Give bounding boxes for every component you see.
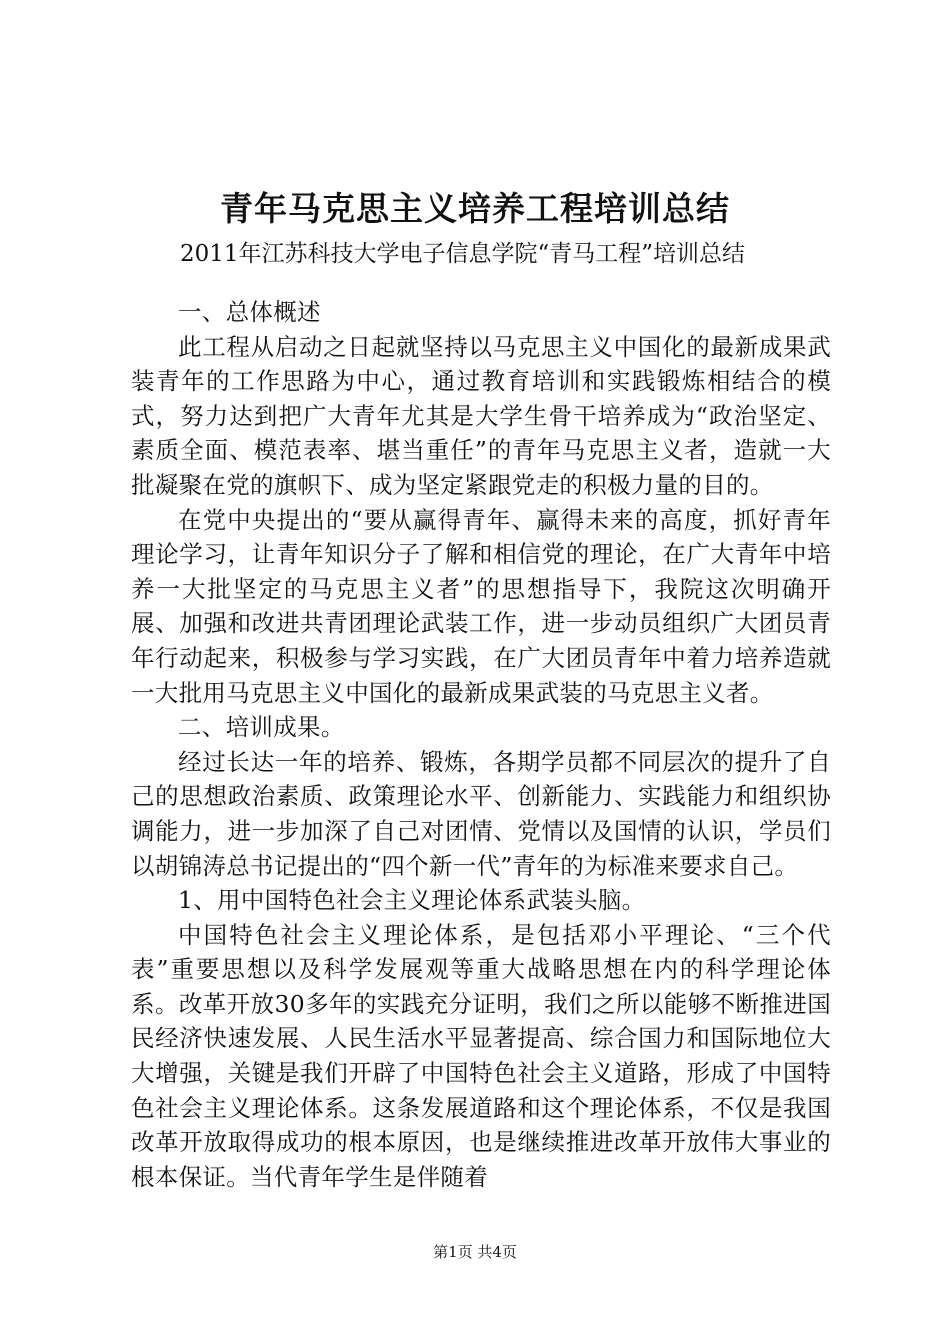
document-title: 青年马克思主义培养工程培训总结 [220, 189, 730, 228]
document-body [131, 295, 831, 1194]
paragraph: 此工程从启动之日起就坚持以马克思主义中国化的最新成果武装青年的工作思路为中心，通过教育培训和实践锻炼相结合的模式，努力达到把广大青年尤其是大学生骨干培养成为“政治坚定、素质全面、模范表率、堪当重任”的青年马克思主义者，造就一大批凝聚在党的旗帜下、成为坚定紧跟党走的积极力量的目的。 [131, 332, 831, 499]
paragraph: 中国特色社会主义理论体系，是包括邓小平理论、“三个代表”重要思想以及科学发展观等重大战略思想在内的科学理论体系。改革开放30多年的实践充分证明，我们之所以能够不断推进国民经济快速发展、人民生活水平显著提高、综合国力和国际地位大大增强，关键是我们开辟了中国特色社会主义道路，形成了中国特色社会主义理论体系。这条发展道路和这个理论体系，不仅是我国改革开放取得成功的根本原因，也是继续推进改革开放伟大事业的根本保证。当代青年学生是伴随着 [131, 920, 831, 1191]
page-number-footer: 第1页 共4页 [433, 1243, 517, 1261]
subsection-heading: 1、用中国特色社会主义理论体系武装头脑。 [178, 886, 646, 915]
paragraph: 经过长达一年的培养、锻炼，各期学员都不同层次的提升了自己的思想政治素质、政策理论水平、创新能力、实践能力和组织协调能力，进一步加深了自己对团情、党情以及国情的认识，学员们以胡锦涛总书记提出的“四个新一代”青年的为标准来要求自己。 [131, 747, 831, 880]
document-subtitle: 2011年江苏科技大学电子信息学院“青马工程”培训总结 [180, 241, 746, 267]
section-heading-results: 二、培训成果。 [178, 713, 345, 742]
paragraph: 在党中央提出的“要从赢得青年、赢得未来的高度，抓好青年理论学习，让青年知识分子了解和相信党的理论，在广大青年中培养一大批坚定的马克思主义者”的思想指导下，我院这次明确开展、加强和改进共青团理论武装工作，进一步动员组织广大团员青年行动起来，积极参与学习实践，在广大团员青年中着力培养造就一大批用马克思主义中国化的最新成果武装的马克思主义者。 [131, 505, 831, 707]
section-heading-overview: 一、总体概述 [178, 298, 321, 326]
